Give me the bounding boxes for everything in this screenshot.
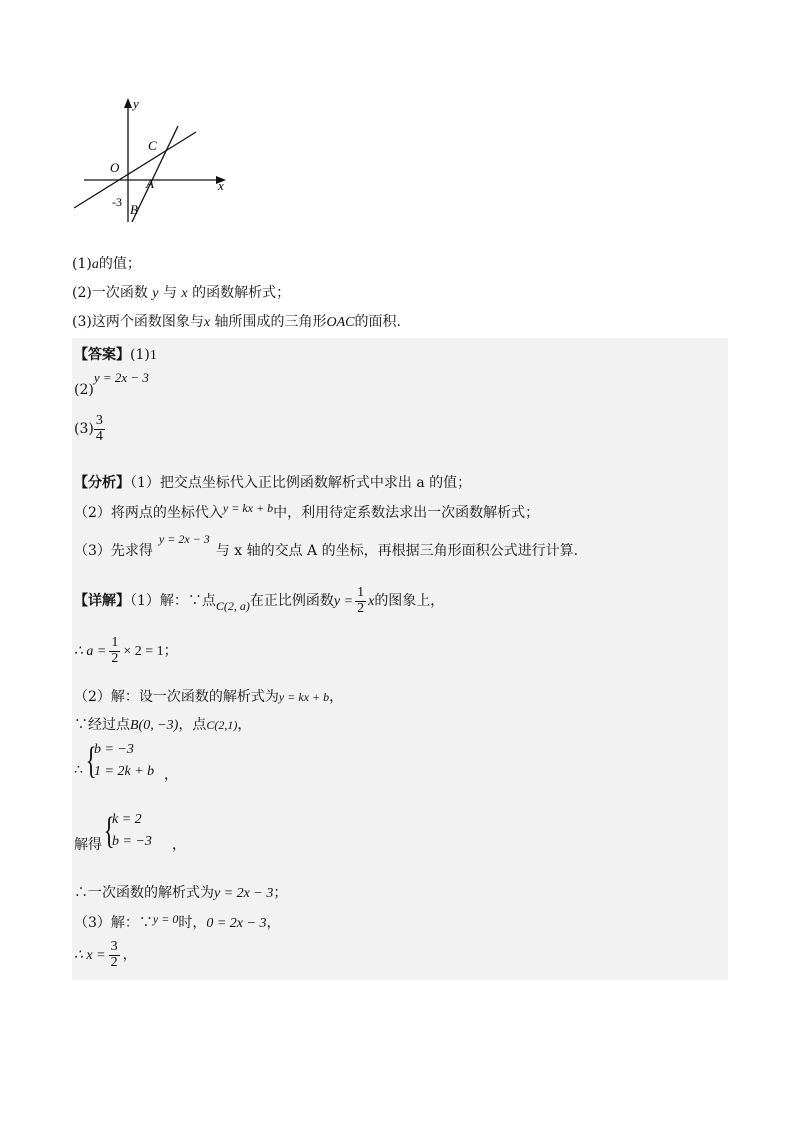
detail-line-4: ∵经过点B(0, −3)，点C(2,1)， [74, 717, 252, 733]
answer-line-3: (3) $\frac{3}{4}$ [74, 413, 103, 444]
question-1: (1)a的值； [72, 256, 141, 272]
label-b: B [130, 202, 138, 217]
label-a: A [146, 176, 154, 191]
label-x: x [218, 178, 224, 193]
fraction-1-2: $\frac{1}{2}$ [357, 585, 365, 616]
label-origin: O [110, 160, 120, 175]
question-2: (2)一次函数 y 与 x 的函数解析式； [72, 285, 291, 301]
detail-system-1: ∴ { b = −3 1 = 2k + b ， [74, 740, 178, 783]
detail-line-7: ∴一次函数的解析式为y = 2x − 3； [74, 885, 288, 901]
detail-line-2: ∴ a = $\frac{1}{2}$ × 2 = 1； [74, 635, 178, 666]
analysis-line-2: （2）将两点的坐标代入y = kx + b中，利用待定系数法求出一次函数解析式； [74, 501, 540, 521]
analysis-line-3: （3）先求得y = 2x − 3与 x 轴的交点 A 的坐标，再根据三角形面积公式进行计算. [74, 532, 579, 559]
detail-line-8: （3）解：∵y = 0时，0 = 2x − 3， [74, 912, 281, 931]
label-c: C [148, 138, 157, 153]
question-3: (3)这两个函数图象与x 轴所围成的三角形OAC的面积. [72, 314, 401, 330]
detail-line-1: 【详解】（1）解：∵点C(2, a)在正比例函数y = $\frac{1}{2}$ x的图象上， [74, 585, 445, 616]
left-brace-2: { [103, 810, 115, 852]
detail-system-2: 解得 { k = 2 b = −3 ， [74, 810, 186, 853]
coordinate-figure [66, 94, 236, 224]
fraction-1-2b: $\frac{1}{2}$ [111, 635, 119, 666]
fraction-3-4: $\frac{3}{4}$ [95, 413, 103, 444]
label-y: y [133, 96, 139, 111]
detail-line-3: （2）解：设一次函数的解析式为y = kx + b， [74, 689, 344, 705]
answer-line-1: 【答案】(1)1 [74, 347, 157, 363]
line-proportional [74, 132, 196, 208]
detail-line-9: ∴ x = $\frac{3}{2}$ ， [74, 939, 137, 970]
left-brace: { [85, 740, 97, 782]
answer-line-2: (2)y = 2x − 3 [74, 370, 149, 398]
analysis-line-1: 【分析】（1）把交点坐标代入正比例函数解析式中求出 a 的值； [74, 475, 472, 491]
fraction-3-2: $\frac{3}{2}$ [110, 939, 118, 970]
label-minus3: -3 [112, 195, 122, 209]
y-axis-arrow [124, 98, 132, 108]
